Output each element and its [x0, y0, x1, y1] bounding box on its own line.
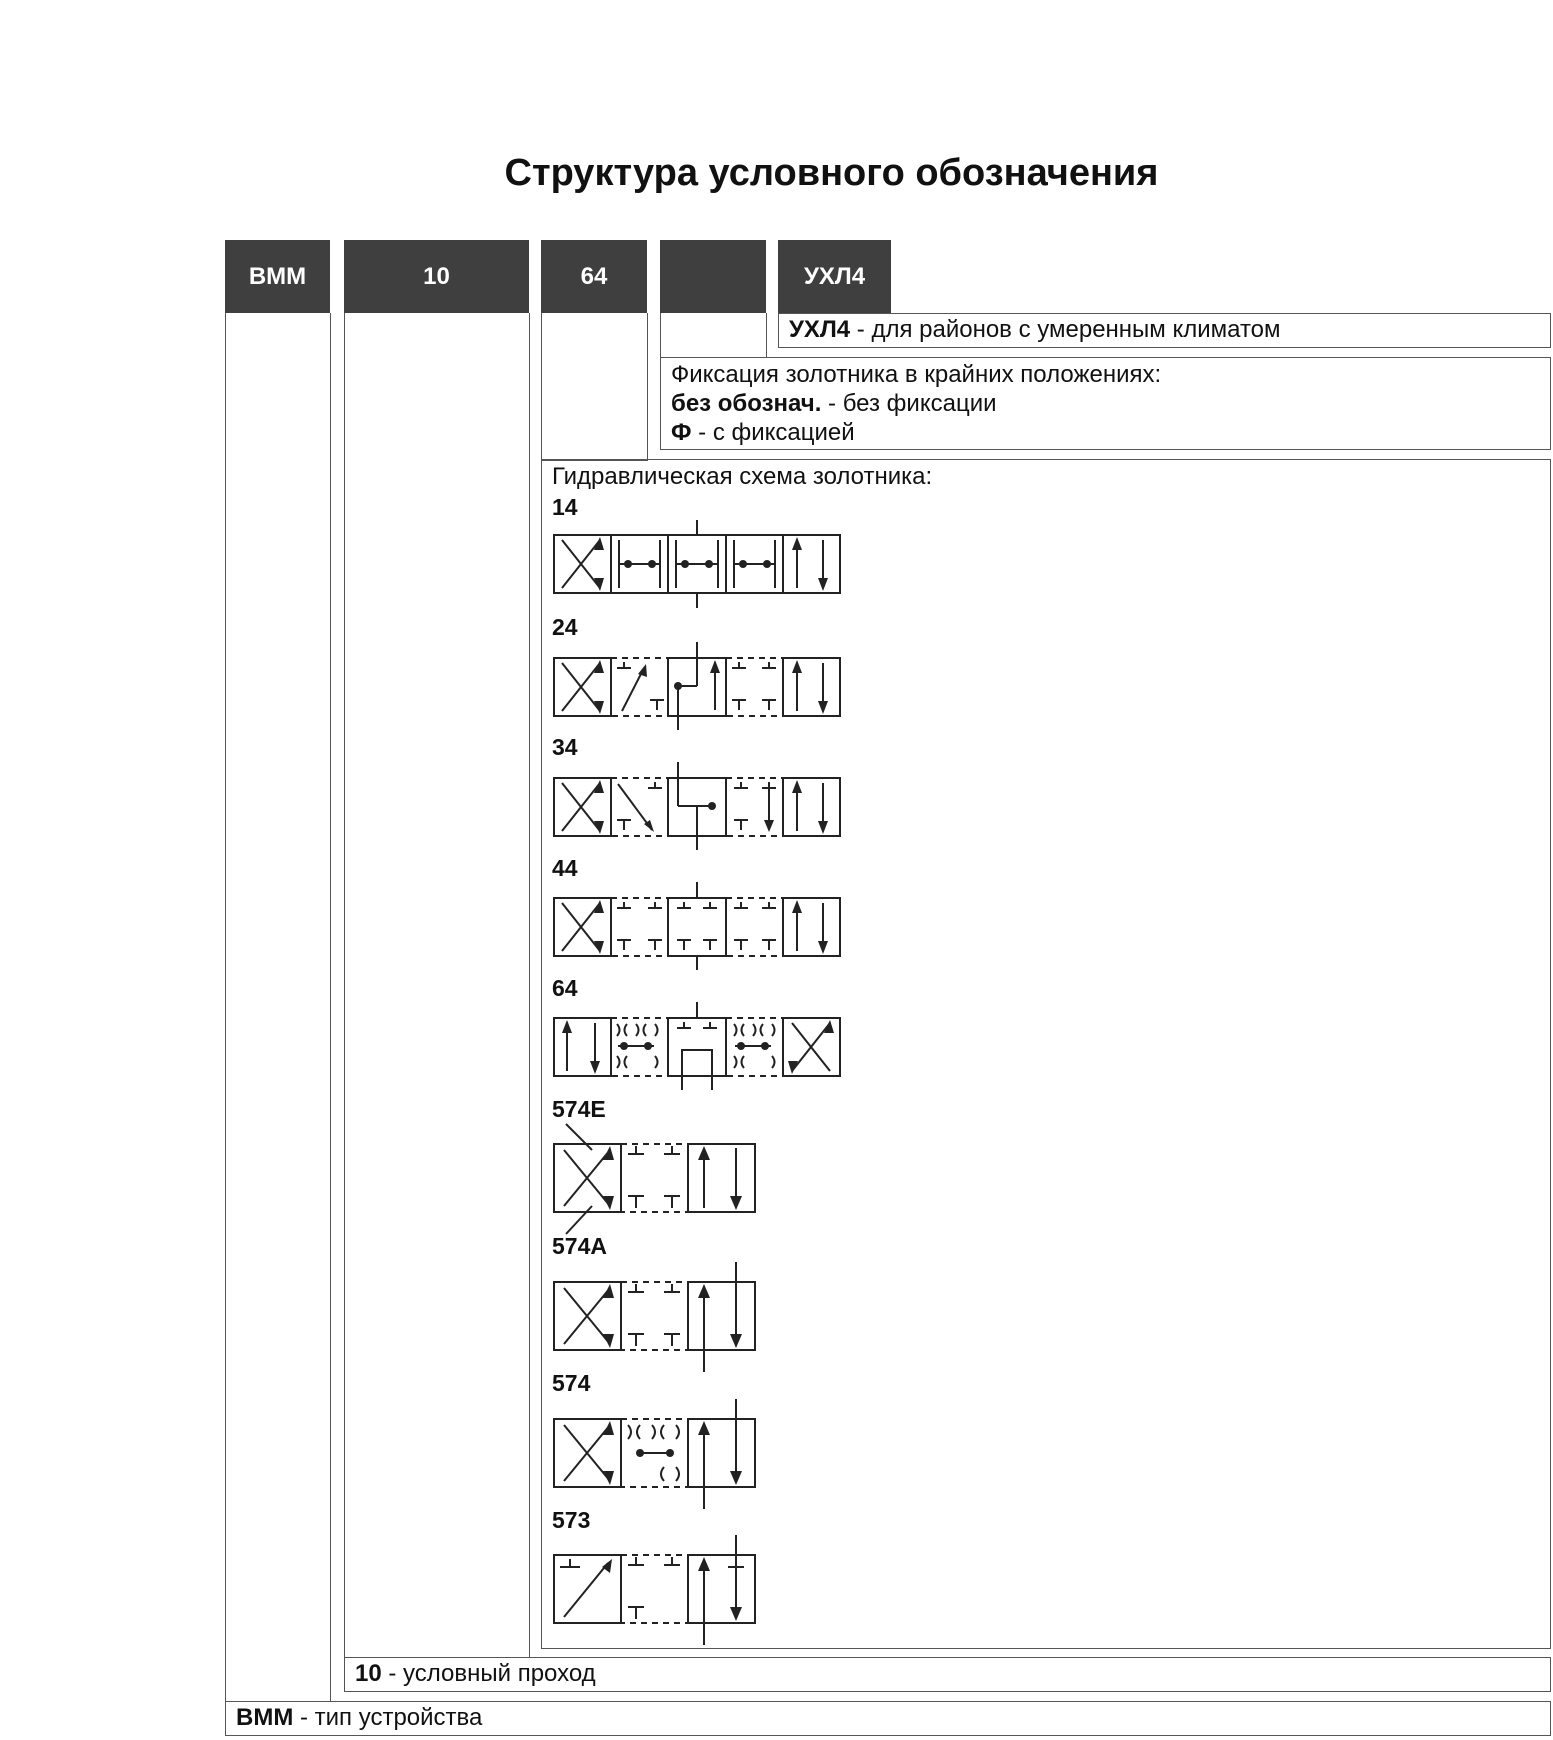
header-vmm: ВММ	[225, 240, 330, 313]
device-type-legend	[225, 1701, 1551, 1736]
scheme-code-574e: 574Е	[552, 1096, 606, 1122]
scheme-code-44: 44	[552, 855, 578, 881]
vmm-text: - тип устройства	[293, 1704, 483, 1731]
climate-text: - для районов с умеренным климатом	[850, 316, 1281, 343]
vmm-code: ВММ	[236, 1704, 294, 1731]
scheme-573-diagram	[552, 1533, 762, 1648]
size-column	[344, 313, 530, 1658]
scheme-34-diagram	[552, 760, 847, 852]
scheme-574e-diagram	[552, 1122, 762, 1237]
scheme-24-diagram	[552, 640, 847, 732]
size-code: 10	[355, 1660, 382, 1687]
scheme-14-diagram	[552, 520, 847, 610]
size-legend	[344, 1657, 1551, 1692]
header-fix	[660, 240, 766, 313]
climate-code: УХЛ4	[789, 316, 851, 343]
scheme-code-64: 64	[552, 975, 578, 1001]
scheme-code-24: 24	[552, 614, 578, 640]
header-scheme: 64	[541, 240, 647, 313]
fixation-opt2-text: - с фиксацией	[691, 419, 855, 446]
scheme-heading: Гидравлическая схема золотника:	[552, 463, 933, 490]
scheme-574-diagram	[552, 1397, 762, 1512]
fixation-opt2-code: Ф	[671, 419, 692, 446]
climate-legend	[778, 313, 1551, 348]
header-climate: УХЛ4	[778, 240, 891, 313]
scheme-code-34: 34	[552, 734, 578, 760]
vmm-column	[225, 313, 331, 1702]
fixation-legend	[660, 357, 1551, 450]
fix-column	[660, 313, 767, 358]
scheme-code-574: 574	[552, 1370, 591, 1396]
scheme-44-diagram	[552, 880, 847, 972]
scheme-64-diagram	[552, 1000, 847, 1092]
fixation-opt1-code: без обознач.	[671, 390, 822, 417]
scheme-code-14: 14	[552, 494, 578, 520]
scheme-code-574a: 574А	[552, 1233, 607, 1259]
scheme-column	[541, 313, 648, 461]
fixation-opt1-text: - без фиксации	[821, 390, 997, 417]
header-size: 10	[344, 240, 529, 313]
scheme-code-573: 573	[552, 1507, 591, 1533]
size-text: - условный проход	[381, 1660, 596, 1687]
scheme-574a-diagram	[552, 1260, 762, 1375]
page-title: Структура условного обозначения	[504, 152, 1159, 194]
fixation-heading: Фиксация золотника в крайних положениях:	[671, 361, 1162, 388]
